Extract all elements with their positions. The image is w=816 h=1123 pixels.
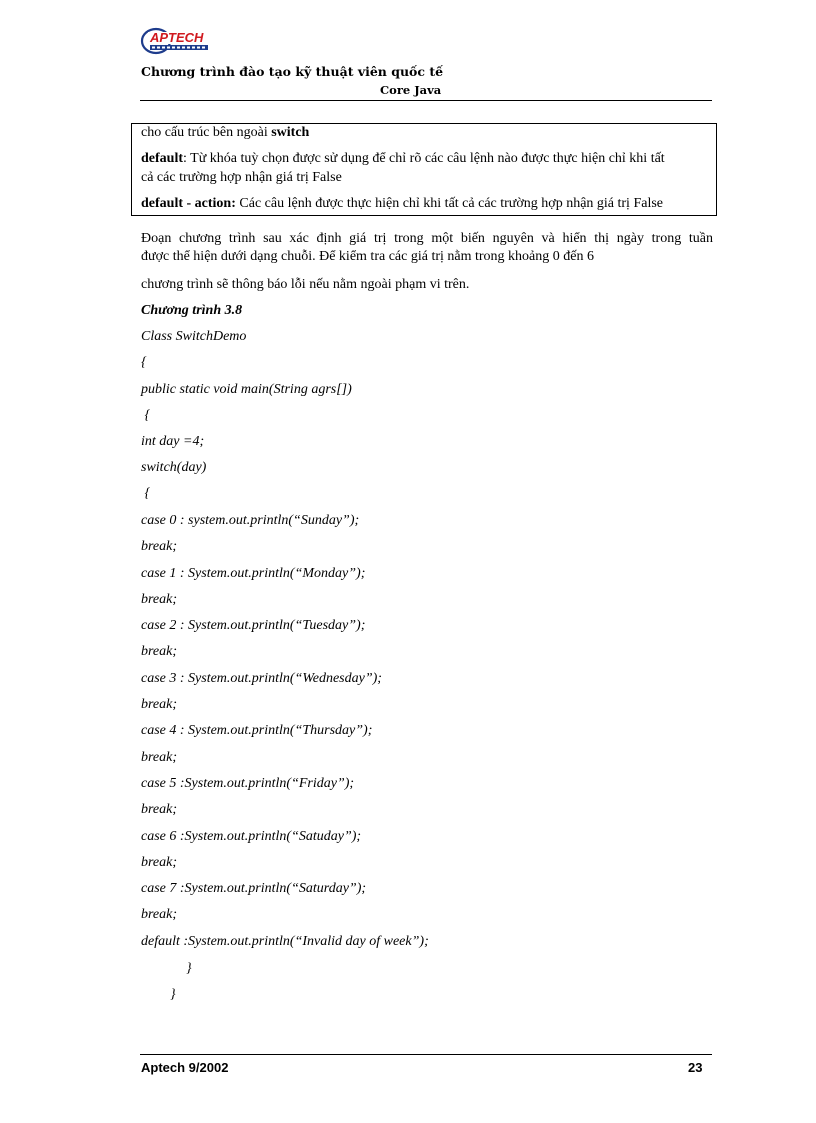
code-line: break; [141, 592, 178, 607]
code-line: case 1 : System.out.println(“Monday”); [141, 566, 366, 581]
paragraph-line: Đoạn chương trình sau xác định giá trị trong một biến nguyên và hiển thị ngày trong tuần [141, 231, 713, 246]
header-divider [140, 100, 712, 101]
code-line: default :System.out.println(“Invalid day of week”); [141, 934, 429, 949]
footer-divider [140, 1054, 712, 1055]
code-line: break; [141, 855, 178, 870]
page-number: 23 [688, 1060, 703, 1075]
code-line: case 4 : System.out.println(“Thursday”); [141, 723, 373, 738]
aptech-logo [140, 24, 212, 56]
code-line: case 6 :System.out.println(“Satuday”); [141, 829, 362, 844]
definition-line-default-cont: cả các trường hợp nhận giá trị False [141, 170, 342, 185]
definition-text: Các câu lệnh được thực hiện chỉ khi tất cả các trường hợp nhận giá trị False [235, 196, 663, 211]
keyword-switch: switch [271, 125, 310, 140]
code-line: case 0 : system.out.println(“Sunday”); [141, 513, 360, 528]
code-line: break; [141, 539, 178, 554]
code-line: int day =4; [141, 434, 205, 449]
code-line: } [186, 961, 192, 976]
code-line: case 7 :System.out.println(“Saturday”); [141, 881, 367, 896]
definition-text: cho cấu trúc bên ngoài [141, 125, 272, 140]
definition-text: : Từ khóa tuỳ chọn được sử dụng để chỉ rõ các câu lệnh nào được thực hiện chỉ khi tất [183, 151, 665, 166]
logo-text: APTECH [150, 30, 204, 45]
keyword-default-action: default - action: [141, 196, 236, 211]
definition-line-default-action [141, 195, 711, 213]
code-line: switch(day) [141, 460, 207, 475]
program-title: Chương trình 3.8 [141, 303, 243, 318]
code-line: Class SwitchDemo [141, 329, 247, 344]
code-line: public static void main(String agrs[]) [141, 382, 352, 397]
code-line: } [170, 987, 176, 1002]
code-line: break; [141, 802, 178, 817]
code-line: break; [141, 697, 178, 712]
code-line: { [141, 355, 147, 370]
code-line: break; [141, 750, 178, 765]
definition-line-default [141, 150, 711, 168]
code-line: { [141, 408, 151, 423]
code-line: case 2 : System.out.println(“Tuesday”); [141, 618, 366, 633]
footer-label: Aptech 9/2002 [141, 1060, 229, 1075]
code-line: break; [141, 644, 178, 659]
definition-box [131, 123, 717, 216]
header-subtitle: Core Java [380, 83, 442, 97]
code-line: { [141, 486, 151, 501]
header-title: Chương trình đào tạo kỹ thuật viên quốc tế [141, 64, 444, 79]
definition-line-switch [141, 124, 711, 142]
code-line: case 5 :System.out.println(“Friday”); [141, 776, 355, 791]
paragraph-line: chương trình sẽ thông báo lỗi nếu nằm ngoài phạm vi trên. [141, 277, 470, 292]
code-line: break; [141, 907, 178, 922]
code-line: case 3 : System.out.println(“Wednesday”); [141, 671, 382, 686]
paragraph-line: được thể hiện dưới dạng chuỗi. Để kiểm tra các giá trị nằm trong khoảng 0 đến 6 [141, 249, 594, 264]
keyword-default: default [141, 151, 183, 166]
